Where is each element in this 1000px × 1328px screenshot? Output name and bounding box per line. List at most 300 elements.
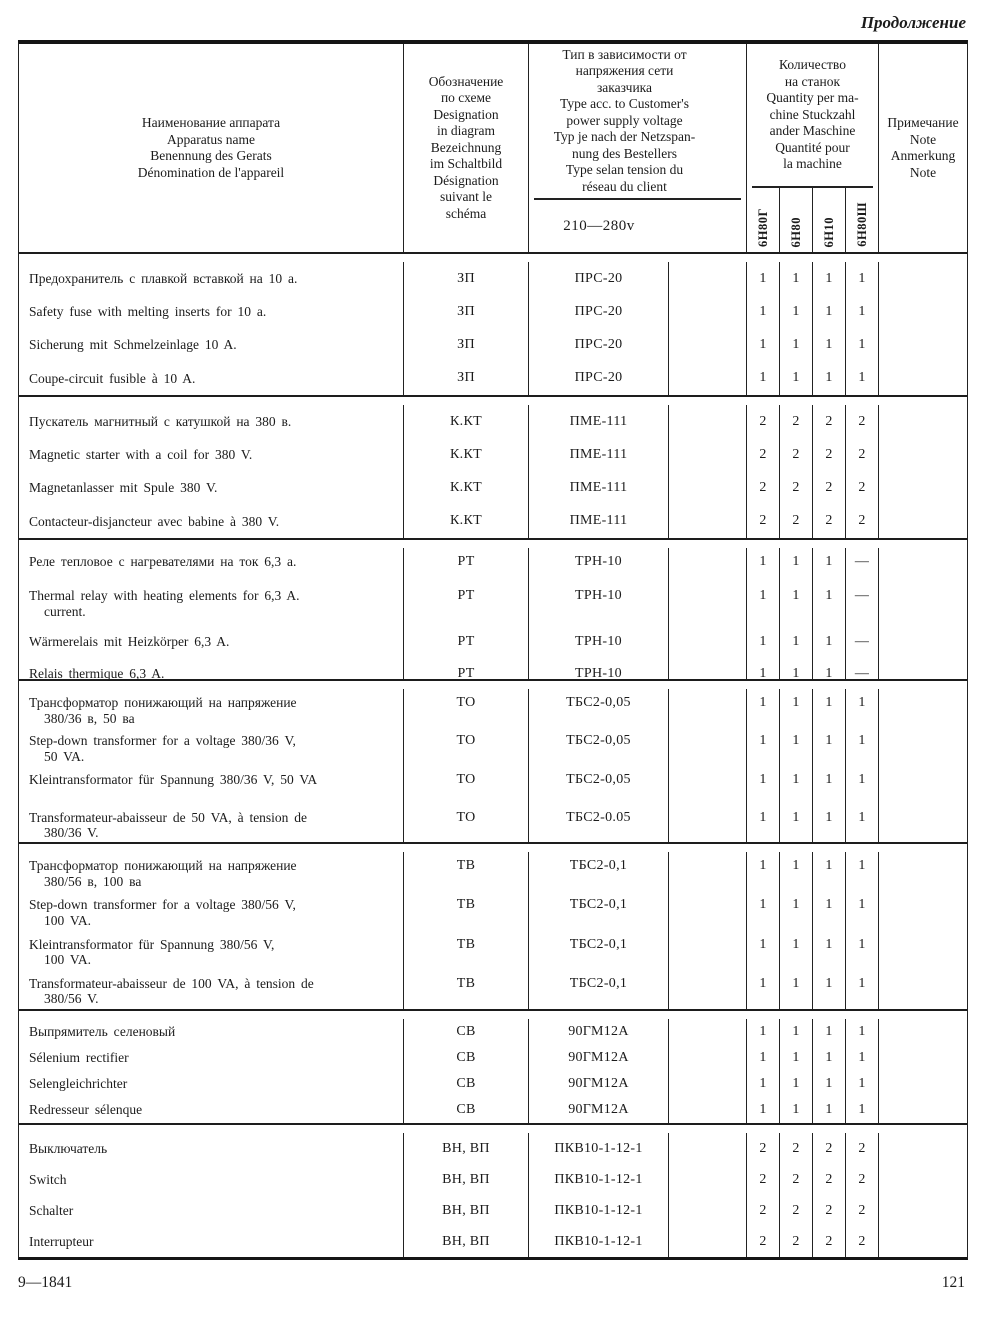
apparatus-group xyxy=(19,1125,967,1257)
machine-models-row xyxy=(747,188,878,252)
quantity-value: 1 xyxy=(813,852,846,891)
type-spare-cell xyxy=(669,891,747,930)
apparatus-name-line: Schalter xyxy=(29,1202,74,1218)
quantity-value: 1 xyxy=(780,628,813,660)
designation-value: ЗП xyxy=(404,295,529,328)
header-line: Note xyxy=(909,164,937,180)
header-line: Quantity per ma- xyxy=(766,90,859,106)
type-spare-cell xyxy=(669,1226,747,1257)
designation-value: К.КТ xyxy=(404,505,529,538)
header-line: power supply voltage xyxy=(566,112,683,128)
quantity-value: — xyxy=(846,660,879,679)
type-spare-cell xyxy=(669,1133,747,1164)
header-line: Наименование аппарата xyxy=(141,115,281,130)
designation-value: ТО xyxy=(404,766,529,804)
apparatus-name-line: Contacteur-disjancteur avec babine à 380 V. xyxy=(29,513,280,529)
quantity-value: 1 xyxy=(813,628,846,660)
note-cell xyxy=(879,1133,967,1164)
apparatus-group xyxy=(19,844,967,1011)
type-value: ТРН-10 xyxy=(529,628,669,660)
quantity-value: 1 xyxy=(813,362,846,395)
apparatus-name-cell xyxy=(19,931,404,970)
quantity-value: 2 xyxy=(780,472,813,505)
apparatus-name-line: Interrupteur xyxy=(29,1233,94,1249)
header-line: Dénomination de l'appareil xyxy=(137,164,285,180)
apparatus-name-cell xyxy=(19,891,404,930)
header-line: Type acc. to Customer's xyxy=(560,96,689,112)
page-footer xyxy=(18,1274,965,1292)
quantity-value: 1 xyxy=(846,1045,879,1071)
designation-value: ВН, ВП xyxy=(404,1133,529,1164)
type-value: ТРН-10 xyxy=(529,660,669,679)
header-line: la machine xyxy=(783,156,842,172)
note-cell xyxy=(879,548,967,582)
apparatus-name-cell xyxy=(19,472,404,505)
designation-value: ВН, ВП xyxy=(404,1164,529,1195)
quantity-value: 1 xyxy=(780,660,813,679)
note-cell xyxy=(879,405,967,438)
note-cell xyxy=(879,1195,967,1226)
quantity-value: 2 xyxy=(813,1195,846,1226)
quantity-value: 1 xyxy=(813,931,846,970)
quantity-value: 1 xyxy=(846,970,879,1009)
apparatus-name-line: Magnetanlasser mit Spule 380 V. xyxy=(29,480,218,496)
apparatus-name-line: Transformateur-abaisseur de 100 VA, à tension de xyxy=(29,975,314,991)
quantity-value: 1 xyxy=(813,548,846,582)
apparatus-name-line: 100 VA. xyxy=(44,952,92,967)
type-value: ТРН-10 xyxy=(529,548,669,582)
quantity-value: 1 xyxy=(846,766,879,804)
apparatus-name-cell xyxy=(19,766,404,804)
designation-value: ТО xyxy=(404,689,529,727)
quantity-value: 1 xyxy=(747,804,780,842)
type-spare-cell xyxy=(669,852,747,891)
header-line: Количество xyxy=(779,57,846,73)
quantity-value: 1 xyxy=(747,548,780,582)
apparatus-name-cell xyxy=(19,804,404,842)
quantity-value: 1 xyxy=(846,727,879,765)
page-number: 121 xyxy=(941,1274,965,1291)
quantity-value: 1 xyxy=(747,628,780,660)
quantity-value: 2 xyxy=(846,1226,879,1257)
designation-value: ТО xyxy=(404,804,529,842)
apparatus-name-cell xyxy=(19,582,404,628)
header-line: Désignation xyxy=(433,172,499,188)
machine-model-label: 6Н10 xyxy=(821,216,836,247)
apparatus-name-cell xyxy=(19,852,404,891)
quantity-value: 1 xyxy=(747,766,780,804)
designation-value: ТВ xyxy=(404,891,529,930)
quantity-value: 1 xyxy=(813,891,846,930)
type-spare-cell xyxy=(669,405,747,438)
note-cell xyxy=(879,1019,967,1045)
type-value: ПКВ10-1-12-1 xyxy=(529,1226,669,1257)
type-spare-cell xyxy=(669,362,747,395)
apparatus-name-line: Sélenium rectifier xyxy=(29,1050,129,1066)
quantity-value: 1 xyxy=(747,1019,780,1045)
apparatus-name-line: Step-down transformer for a voltage 380/56 V, xyxy=(29,897,296,913)
quantity-value: 1 xyxy=(846,295,879,328)
machine-model-label: 6Н80Ш xyxy=(855,202,870,247)
note-cell xyxy=(879,852,967,891)
header-line: nung des Bestellers xyxy=(572,145,677,161)
type-value: ПМЕ-111 xyxy=(529,505,669,538)
header-line: Anmerkung xyxy=(890,148,956,163)
note-cell xyxy=(879,262,967,295)
quantity-value: 2 xyxy=(813,472,846,505)
type-value: ПРС-20 xyxy=(529,362,669,395)
quantity-value: 2 xyxy=(813,505,846,538)
quantity-value: 2 xyxy=(846,1164,879,1195)
apparatus-name-cell xyxy=(19,1133,404,1164)
header-line: Quantité pour xyxy=(775,139,850,155)
designation-value: РТ xyxy=(404,582,529,628)
quantity-value: 2 xyxy=(780,505,813,538)
designation-value: ЗП xyxy=(404,329,529,362)
type-value: ПМЕ-111 xyxy=(529,405,669,438)
quantity-value: 1 xyxy=(780,1045,813,1071)
type-spare-cell xyxy=(669,931,747,970)
quantity-value: 2 xyxy=(813,438,846,471)
apparatus-name-cell xyxy=(19,405,404,438)
quantity-value: 1 xyxy=(780,582,813,628)
quantity-value: 2 xyxy=(780,1164,813,1195)
note-cell xyxy=(879,505,967,538)
quantity-value: 1 xyxy=(846,362,879,395)
print-code: 9—1841 xyxy=(18,1274,73,1291)
designation-value: ТВ xyxy=(404,852,529,891)
designation-value: СВ xyxy=(404,1045,529,1071)
quantity-value: 1 xyxy=(747,891,780,930)
header-line: Тип в зависимости от xyxy=(562,46,687,62)
quantity-value: 1 xyxy=(747,582,780,628)
quantity-value: 1 xyxy=(747,931,780,970)
designation-value: ЗП xyxy=(404,262,529,295)
quantity-value: 2 xyxy=(780,1226,813,1257)
header-line: заказчика xyxy=(596,79,653,95)
quantity-value: 1 xyxy=(780,727,813,765)
quantity-value: 2 xyxy=(846,505,879,538)
apparatus-name-cell xyxy=(19,362,404,395)
quantity-value: 1 xyxy=(747,1097,780,1123)
quantity-value: 1 xyxy=(747,660,780,679)
quantity-value: 1 xyxy=(747,852,780,891)
type-spare-cell xyxy=(669,804,747,842)
quantity-value: 1 xyxy=(747,329,780,362)
quantity-value: 2 xyxy=(846,472,879,505)
quantity-value: 1 xyxy=(780,295,813,328)
type-spare-cell xyxy=(669,1045,747,1071)
designation-value: ТВ xyxy=(404,970,529,1009)
apparatus-name-line: Kleintransformator für Spannung 380/56 V, xyxy=(29,936,275,952)
quantity-value: 1 xyxy=(780,689,813,727)
apparatus-name-cell xyxy=(19,727,404,765)
machine-model-cell xyxy=(747,188,780,252)
type-value: 90ГМ12А xyxy=(529,1045,669,1071)
type-spare-cell xyxy=(669,438,747,471)
apparatus-name-line: 100 VA. xyxy=(44,912,92,928)
quantity-value: 1 xyxy=(813,970,846,1009)
quantity-value: 1 xyxy=(780,262,813,295)
continuation-label: Продолжение xyxy=(860,13,966,32)
machine-model-cell xyxy=(813,188,846,252)
type-spare-cell xyxy=(669,1071,747,1097)
quantity-value: 1 xyxy=(846,262,879,295)
header-line: Примечание xyxy=(887,115,959,130)
machine-model-cell xyxy=(780,188,813,252)
type-spare-cell xyxy=(669,472,747,505)
type-value: ПМЕ-111 xyxy=(529,472,669,505)
quantity-value: 1 xyxy=(780,329,813,362)
apparatus-group xyxy=(19,1011,967,1125)
designation-value: СВ xyxy=(404,1019,529,1045)
header-line: на станок xyxy=(784,73,841,89)
apparatus-name-line: Thermal relay with heating elements for 6,3 A. xyxy=(29,588,300,603)
apparatus-name-cell xyxy=(19,1097,404,1123)
apparatus-name-line: Предохранитель с плавкой вставкой на 10 а. xyxy=(29,270,298,286)
header-line: chine Stuckzahl xyxy=(769,106,856,122)
designation-value: ЗП xyxy=(404,362,529,395)
apparatus-name-line: Safety fuse with melting inserts for 10 a. xyxy=(29,304,267,320)
table-body xyxy=(19,254,967,1257)
quantity-value: 2 xyxy=(813,1164,846,1195)
quantity-value: 1 xyxy=(813,1097,846,1123)
apparatus-group xyxy=(19,681,967,844)
header-line: Обозначение xyxy=(428,73,504,89)
header-apparatus-name xyxy=(19,44,404,252)
header-line: schéma xyxy=(445,205,487,221)
quantity-value: 2 xyxy=(747,505,780,538)
apparatus-name-line: Step-down transformer for a voltage 380/36 V, xyxy=(29,733,296,749)
type-spare-cell xyxy=(669,262,747,295)
note-cell xyxy=(879,1164,967,1195)
quantity-value: 2 xyxy=(780,1195,813,1226)
quantity-value: 1 xyxy=(813,329,846,362)
type-spare-cell xyxy=(669,582,747,628)
quantity-value: 1 xyxy=(747,295,780,328)
type-value: ТБС2-0,05 xyxy=(529,689,669,727)
quantity-value: 1 xyxy=(780,852,813,891)
note-cell xyxy=(879,689,967,727)
type-value: 90ГМ12А xyxy=(529,1071,669,1097)
apparatus-name-cell xyxy=(19,505,404,538)
note-cell xyxy=(879,295,967,328)
quantity-value: 1 xyxy=(780,1071,813,1097)
quantity-value: 1 xyxy=(780,891,813,930)
type-spare-cell xyxy=(669,727,747,765)
apparatus-name-line: Selengleichrichter xyxy=(29,1076,128,1092)
type-value: ТРН-10 xyxy=(529,582,669,628)
apparatus-name-line: Relais thermique 6,3 A. xyxy=(29,666,165,681)
type-value: ТБС2-0,1 xyxy=(529,970,669,1009)
type-value: ТБС2-0,05 xyxy=(529,727,669,765)
note-cell xyxy=(879,804,967,842)
quantity-value: 2 xyxy=(780,405,813,438)
apparatus-name-line: 380/36 V. xyxy=(44,825,99,841)
header-designation xyxy=(404,44,529,252)
type-spare-cell xyxy=(669,505,747,538)
quantity-value: 1 xyxy=(813,766,846,804)
type-value: ТБС2-0.05 xyxy=(529,804,669,842)
quantity-value: 2 xyxy=(846,405,879,438)
header-line: im Schaltbild xyxy=(429,156,503,172)
quantity-value: — xyxy=(846,582,879,628)
quantity-value: 2 xyxy=(813,405,846,438)
designation-value: К.КТ xyxy=(404,472,529,505)
note-cell xyxy=(879,660,967,679)
apparatus-name-cell xyxy=(19,438,404,471)
type-spare-cell xyxy=(669,295,747,328)
quantity-value: 2 xyxy=(747,1226,780,1257)
table-header xyxy=(19,44,967,254)
header-quantity xyxy=(747,44,879,252)
type-value: ПКВ10-1-12-1 xyxy=(529,1164,669,1195)
type-spare-cell xyxy=(669,1097,747,1123)
apparatus-name-cell xyxy=(19,689,404,727)
quantity-value: 1 xyxy=(813,804,846,842)
quantity-value: — xyxy=(846,628,879,660)
apparatus-name-cell xyxy=(19,1019,404,1045)
apparatus-name-line: Magnetic starter with a coil for 380 V. xyxy=(29,447,253,463)
apparatus-name-cell xyxy=(19,295,404,328)
apparatus-name-cell xyxy=(19,660,404,679)
type-value: ТБС2-0,1 xyxy=(529,852,669,891)
type-value: 90ГМ12А xyxy=(529,1019,669,1045)
type-spare-cell xyxy=(669,660,747,679)
quantity-value: 1 xyxy=(747,689,780,727)
quantity-value: 1 xyxy=(846,1097,879,1123)
apparatus-name-cell xyxy=(19,1045,404,1071)
quantity-value: 1 xyxy=(747,262,780,295)
quantity-value: 1 xyxy=(747,970,780,1009)
type-spare-cell xyxy=(669,1019,747,1045)
document-page xyxy=(0,12,1000,1328)
note-cell xyxy=(879,1071,967,1097)
header-type-lines xyxy=(529,44,746,198)
quantity-value: 1 xyxy=(780,766,813,804)
quantity-value: 1 xyxy=(813,1071,846,1097)
apparatus-name-line: 50 VA. xyxy=(44,748,85,764)
apparatus-name-cell xyxy=(19,1071,404,1097)
designation-value: РТ xyxy=(404,660,529,679)
quantity-value: 2 xyxy=(747,472,780,505)
machine-model-label: 6Н80 xyxy=(788,216,803,247)
apparatus-name-cell xyxy=(19,548,404,582)
header-apparatus-name-lines xyxy=(19,44,403,252)
voltage-range: 210—280v xyxy=(563,217,635,234)
note-cell xyxy=(879,1045,967,1071)
header-line: Designation xyxy=(433,106,499,122)
quantity-value: 1 xyxy=(780,804,813,842)
header-note-lines xyxy=(879,44,967,252)
header-line: Benennung des Gerats xyxy=(150,148,272,163)
note-cell xyxy=(879,628,967,660)
apparatus-name-cell xyxy=(19,329,404,362)
apparatus-name-line: 380/36 в, 50 ва xyxy=(44,710,135,726)
type-value: ПМЕ-111 xyxy=(529,438,669,471)
quantity-value: 1 xyxy=(846,891,879,930)
note-cell xyxy=(879,438,967,471)
apparatus-table xyxy=(18,40,968,1260)
header-line: Note xyxy=(909,131,937,147)
designation-value: СВ xyxy=(404,1071,529,1097)
quantity-value: 2 xyxy=(846,438,879,471)
type-value: ПКВ10-1-12-1 xyxy=(529,1195,669,1226)
quantity-value: 1 xyxy=(813,582,846,628)
header-line: ander Maschine xyxy=(769,123,856,139)
type-value: ТБС2-0,05 xyxy=(529,766,669,804)
quantity-value: 2 xyxy=(747,1133,780,1164)
note-cell xyxy=(879,362,967,395)
header-line: Type selan tension du xyxy=(565,162,684,178)
apparatus-name-line: Switch xyxy=(29,1171,67,1187)
quantity-value: 2 xyxy=(747,405,780,438)
quantity-value: 2 xyxy=(747,1164,780,1195)
apparatus-name-line: 380/56 в, 100 ва xyxy=(44,873,142,889)
quantity-value: 1 xyxy=(846,804,879,842)
quantity-value: 1 xyxy=(846,1019,879,1045)
apparatus-name-line: Трансформатор понижающий на напряжение xyxy=(29,695,297,710)
quantity-value: 1 xyxy=(813,295,846,328)
quantity-value: 1 xyxy=(780,1019,813,1045)
note-cell xyxy=(879,1097,967,1123)
quantity-value: 2 xyxy=(747,438,780,471)
type-spare-cell xyxy=(669,628,747,660)
quantity-value: 1 xyxy=(813,1045,846,1071)
header-line: по схеме xyxy=(440,90,492,106)
quantity-value: 2 xyxy=(846,1195,879,1226)
quantity-value: 1 xyxy=(846,852,879,891)
note-cell xyxy=(879,727,967,765)
header-line: Apparatus name xyxy=(166,131,256,147)
designation-value: ВН, ВП xyxy=(404,1226,529,1257)
apparatus-name-cell xyxy=(19,1164,404,1195)
note-cell xyxy=(879,472,967,505)
quantity-value: 1 xyxy=(780,1097,813,1123)
note-cell xyxy=(879,970,967,1009)
type-value: 90ГМ12А xyxy=(529,1097,669,1123)
quantity-value: 1 xyxy=(780,362,813,395)
apparatus-name-line: Transformateur-abaisseur de 50 VA, à tension de xyxy=(29,809,308,825)
quantity-value: 1 xyxy=(747,1045,780,1071)
machine-model-cell xyxy=(846,188,879,252)
type-value: ТБС2-0,1 xyxy=(529,891,669,930)
type-value: ТБС2-0,1 xyxy=(529,931,669,970)
type-spare-cell xyxy=(669,548,747,582)
apparatus-name-line: Реле тепловое с нагревателями на ток 6,3 а. xyxy=(29,554,297,569)
apparatus-name-line: Wärmerelais mit Heizkörper 6,3 A. xyxy=(29,634,230,649)
apparatus-name-cell xyxy=(19,970,404,1009)
header-line: in diagram xyxy=(436,123,496,139)
apparatus-group xyxy=(19,397,967,540)
apparatus-name-line: Выключатель xyxy=(29,1140,108,1156)
note-cell xyxy=(879,582,967,628)
quantity-value: 1 xyxy=(846,689,879,727)
quantity-value: 1 xyxy=(813,689,846,727)
designation-value: РТ xyxy=(404,548,529,582)
apparatus-name-cell xyxy=(19,262,404,295)
apparatus-name-line: Kleintransformator für Spannung 380/36 V, 50 VA xyxy=(29,771,318,787)
quantity-value: 1 xyxy=(813,660,846,679)
quantity-value: 2 xyxy=(780,1133,813,1164)
quantity-value: 2 xyxy=(780,438,813,471)
apparatus-name-line: Sicherung mit Schmelzeinlage 10 A. xyxy=(29,337,237,353)
type-value: ПРС-20 xyxy=(529,329,669,362)
voltage-range-row xyxy=(529,200,746,252)
type-value: ПКВ10-1-12-1 xyxy=(529,1133,669,1164)
quantity-value: 1 xyxy=(747,1071,780,1097)
apparatus-name-line: Redresseur sélenque xyxy=(29,1102,143,1118)
